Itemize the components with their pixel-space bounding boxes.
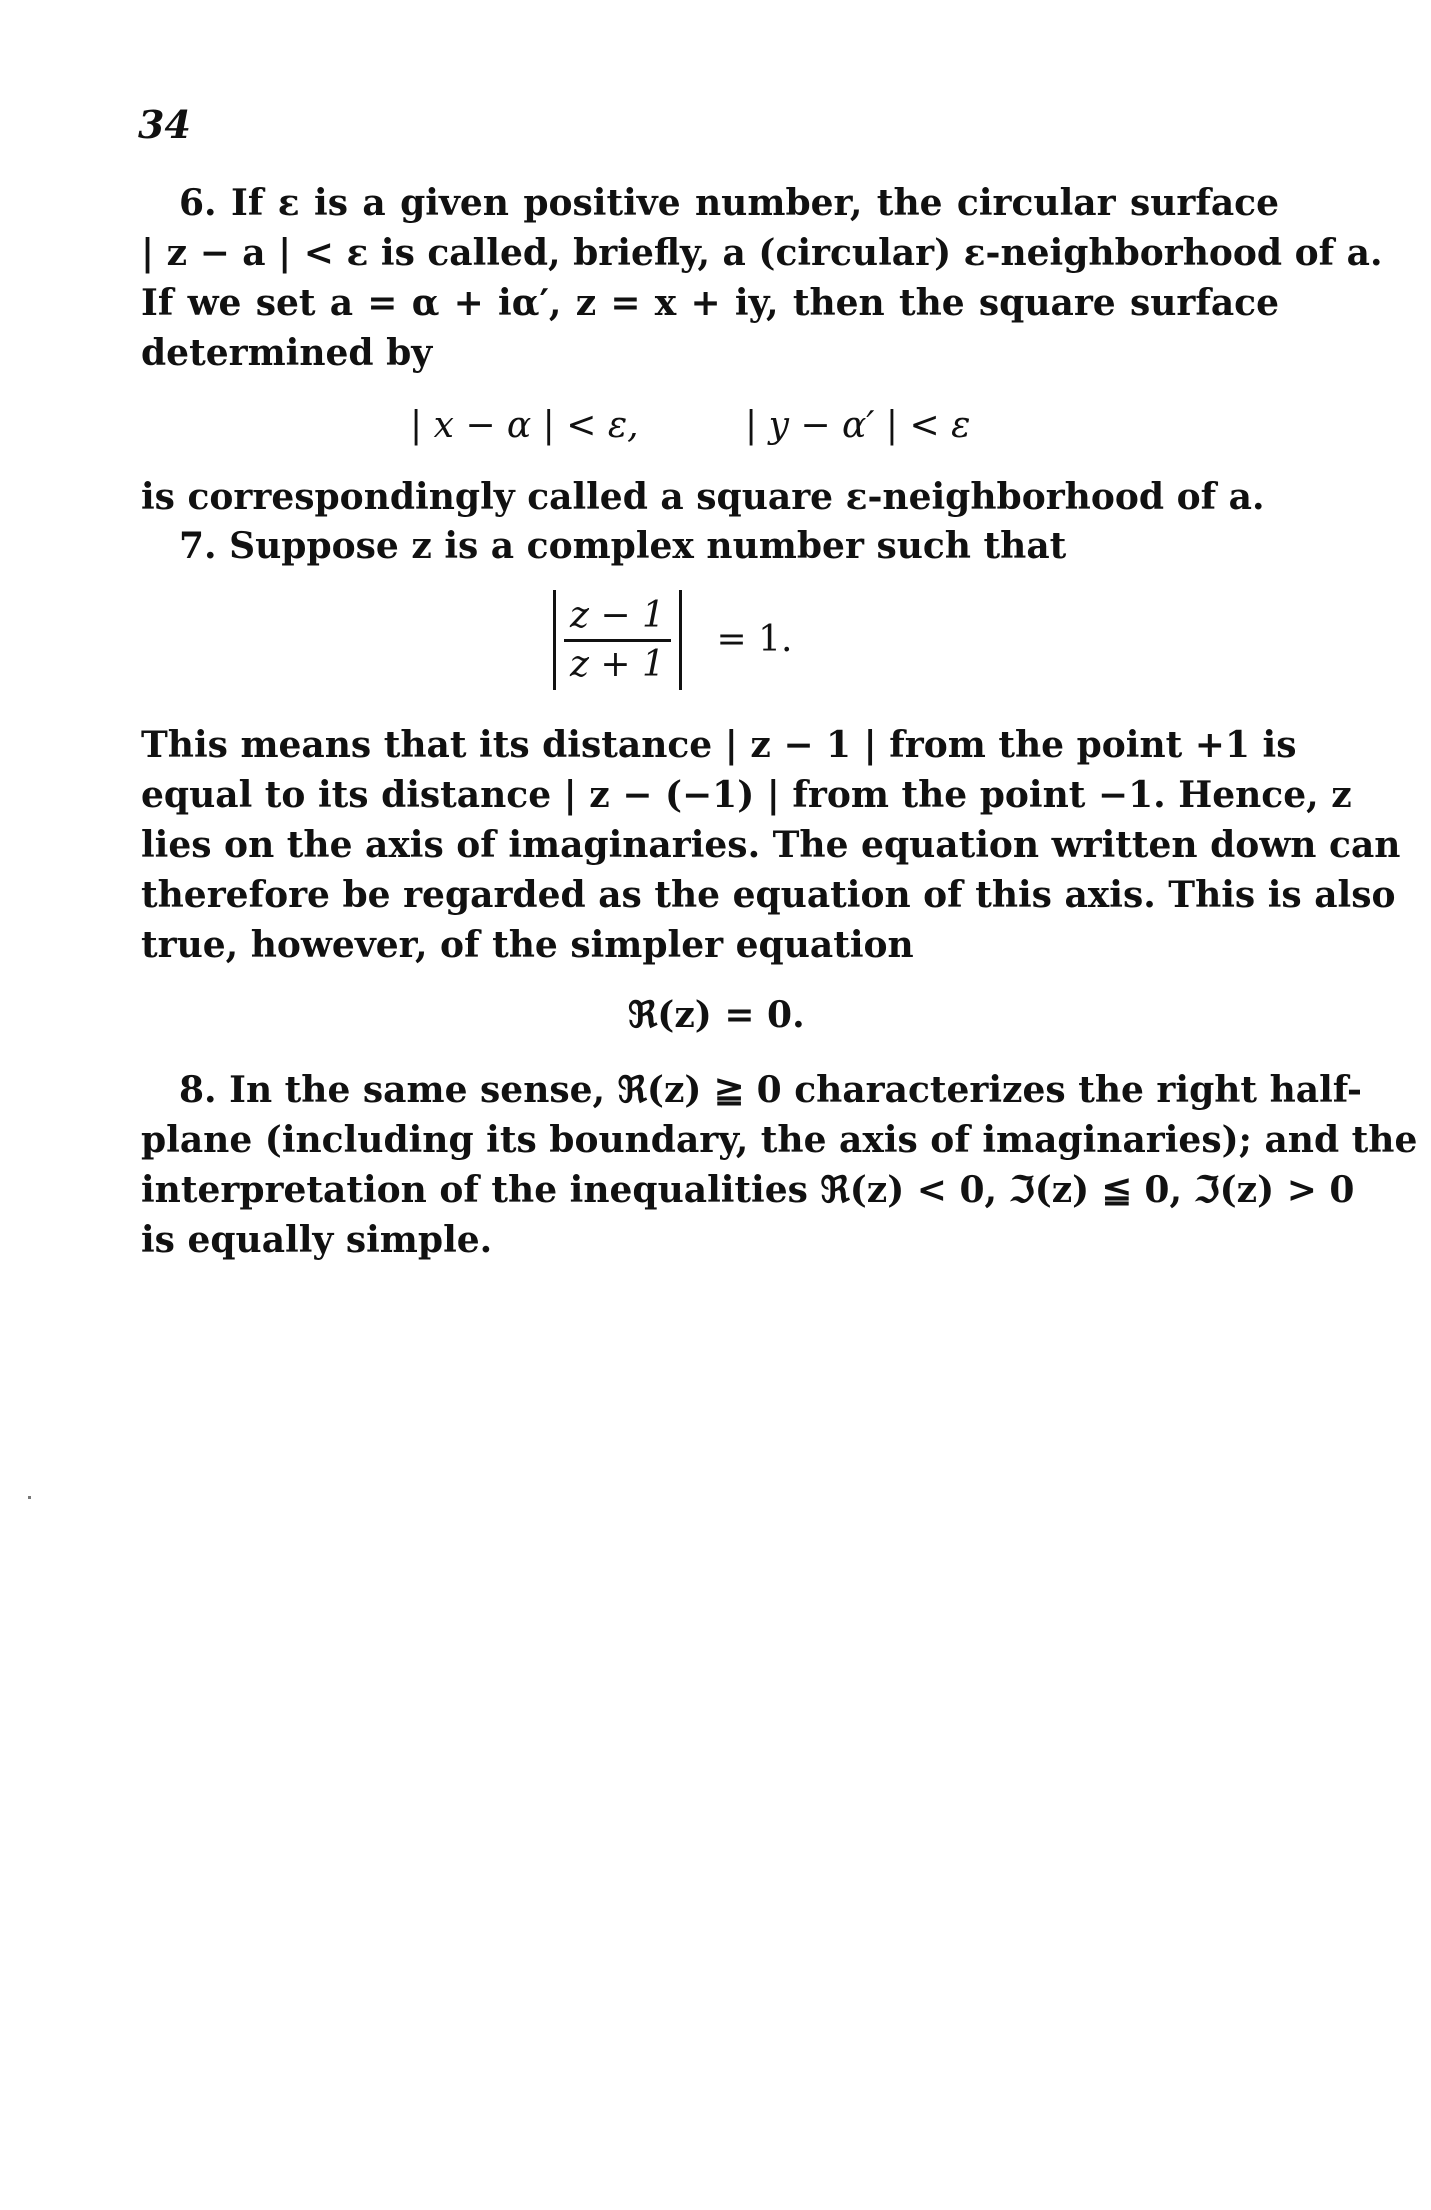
item-6-line-3: If we set a = α + iα′, z = x + iy, then the square surface (141, 282, 1279, 324)
item-7-line-5: true, however, of the simpler equation (141, 924, 914, 966)
item-6-line-2: | z − a | < ε is called, briefly, a (circular) ε-neighborhood of a. (141, 232, 1383, 274)
item-6-paragraph (141, 178, 1383, 378)
item-7-intro-line: 7. Suppose z is a complex number such that (179, 525, 1067, 567)
item-6-conclusion (141, 472, 1279, 522)
item-8-paragraph (141, 1065, 1418, 1265)
item-7-line-2: equal to its distance | z − (−1) | from the point −1. Hence, z (141, 774, 1352, 816)
fraction (564, 593, 671, 688)
fraction-denominator: z + 1 (570, 643, 665, 685)
absolute-bar-left (553, 590, 556, 690)
item-7-paragraph (141, 720, 1401, 970)
square-neighborhood-x-inequality: | x − α | < ε, (410, 405, 639, 446)
item-7-line-4: therefore be regarded as the equation of this axis. This is also (141, 874, 1396, 916)
item-8-line-3: interpretation of the inequalities ℜ(z) < 0, ℑ(z) ≦ 0, ℑ(z) > 0 (141, 1169, 1355, 1211)
item-7-intro (141, 521, 1279, 571)
item-8-line-4: is equally simple. (141, 1219, 493, 1261)
item-7-line-1: This means that its distance | z − 1 | from the point +1 is (141, 724, 1297, 766)
square-neighborhood-y-inequality: | y − α′ | < ε (745, 405, 971, 446)
item-6-line-4: determined by (141, 332, 433, 374)
scan-speck (28, 1496, 31, 1499)
page-number: 34 (138, 102, 191, 147)
item-8-line-1: 8. In the same sense, ℜ(z) ≧ 0 characterizes the right half- (179, 1069, 1362, 1111)
item-8-line-2: plane (including its boundary, the axis of imaginaries); and the (141, 1119, 1418, 1161)
fraction-numerator: z − 1 (564, 593, 671, 642)
modulus-ratio-equation (545, 590, 792, 690)
item-6-conclusion-line: is correspondingly called a square ε-neighborhood of a. (141, 476, 1265, 518)
item-6-line-1: 6. If ε is a given positive number, the circular surface (179, 182, 1279, 224)
equation-rhs: = 1. (716, 619, 793, 660)
absolute-bar-right (679, 590, 682, 690)
real-part-equation: ℜ(z) = 0. (628, 994, 805, 1036)
item-7-line-3: lies on the axis of imaginaries. The equation written down can (141, 824, 1401, 866)
